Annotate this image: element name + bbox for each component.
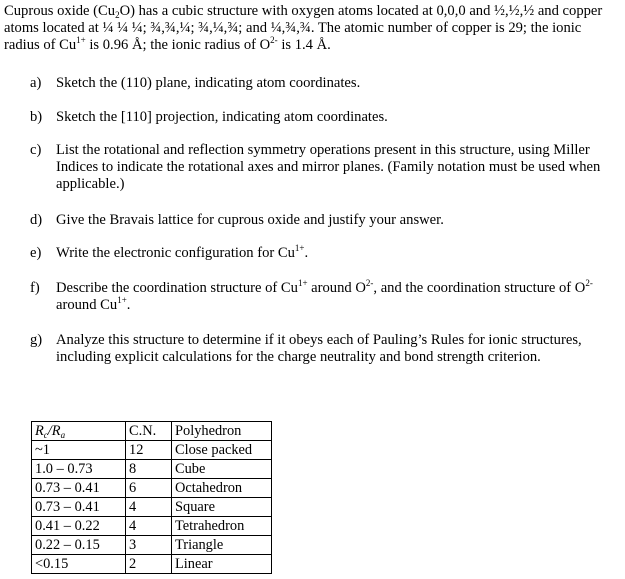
header-r: R bbox=[35, 422, 44, 439]
ratio-cell: 0.73 – 0.41 bbox=[32, 479, 126, 498]
question-f-superscript-2: 2- bbox=[365, 278, 374, 288]
header-a-subscript: a bbox=[60, 429, 66, 440]
ratio-cell: 0.41 – 0.22 bbox=[32, 517, 126, 536]
table-row bbox=[32, 479, 272, 498]
intro-text-2: O) has a cubic structure with oxygen atoms located at 0,0,0 and ½,½,½ and copper atoms located at ¼ ¼ ¼; ¾,¾,¼; ¾,¼,¾; and ¼,¾,¾. The atomic number of copper is 29; the ionic radius of Cu bbox=[4, 3, 603, 53]
question-f-text-5: . bbox=[126, 297, 131, 313]
header-slash-r: /R bbox=[47, 422, 61, 439]
header-cn: C.N. bbox=[126, 422, 172, 441]
header-c-subscript: c bbox=[43, 429, 48, 440]
question-e-text-2: . bbox=[304, 245, 309, 261]
intro-text-3: is 0.96 Å; the ionic radius of O bbox=[85, 37, 271, 53]
table-header-row bbox=[32, 422, 272, 441]
intro-superscript-2: 2- bbox=[270, 35, 278, 45]
question-text: Sketch the (110) plane, indicating atom coordinates. bbox=[56, 75, 361, 91]
question-label: c) bbox=[30, 142, 42, 158]
question-f-text-4: around Cu bbox=[56, 297, 118, 313]
table-row bbox=[32, 498, 272, 517]
question-e-superscript: 1+ bbox=[294, 243, 305, 253]
question-e-text-1: Write the electronic configuration for Cu bbox=[56, 245, 295, 261]
question-f-text-3: , and the coordination structure of O bbox=[373, 280, 586, 296]
cn-cell: 4 bbox=[126, 498, 172, 517]
question-text: Analyze this structure to determine if it obeys each of Pauling’s Rules for ionic structures, including explicit calculations for the charge neutrality and bond strength criterion. bbox=[56, 332, 582, 365]
ratio-cell: <0.15 bbox=[32, 555, 126, 574]
ratio-cell: ~1 bbox=[32, 441, 126, 460]
question-label: b) bbox=[30, 109, 43, 125]
question-f-text-2: around O bbox=[307, 280, 366, 296]
question-text: List the rotational and reflection symmetry operations present in this structure, using Miller Indices to indicate the rotational axes and mirror planes. (Family notation must be used when applicable.) bbox=[56, 142, 601, 192]
question-label: g) bbox=[30, 332, 43, 348]
question-label: e) bbox=[30, 245, 42, 261]
cn-cell: 4 bbox=[126, 517, 172, 536]
question-label: d) bbox=[30, 212, 43, 228]
header-polyhedron: Polyhedron bbox=[172, 422, 272, 441]
table-row bbox=[32, 460, 272, 479]
question-text bbox=[56, 245, 624, 262]
intro-subscript: 2 bbox=[115, 10, 120, 20]
question-f-text-1: Describe the coordination structure of Cu bbox=[56, 280, 298, 296]
question-text: Give the Bravais lattice for cuprous oxide and justify your answer. bbox=[56, 212, 444, 228]
question-text: Sketch the [110] projection, indicating atom coordinates. bbox=[56, 109, 388, 125]
ratio-cell: 0.73 – 0.41 bbox=[32, 498, 126, 517]
question-f-superscript-3: 2- bbox=[585, 278, 593, 288]
intro-text-1: Cuprous oxide (Cu bbox=[4, 3, 116, 19]
polyhedron-cell: Octahedron bbox=[172, 479, 272, 498]
question-f-superscript-4: 1+ bbox=[117, 295, 127, 305]
cn-cell: 3 bbox=[126, 536, 172, 555]
cn-cell: 12 bbox=[126, 441, 172, 460]
cn-cell: 6 bbox=[126, 479, 172, 498]
ratio-cell: 1.0 – 0.73 bbox=[32, 460, 126, 479]
header-ratio bbox=[32, 422, 126, 441]
intro-text-4: is 1.4 Å. bbox=[277, 37, 331, 53]
question-label: f) bbox=[30, 280, 40, 296]
table-row bbox=[32, 441, 272, 460]
coordination-table bbox=[31, 421, 272, 574]
table-row bbox=[32, 517, 272, 536]
table-row bbox=[32, 536, 272, 555]
intro-superscript-1: 1+ bbox=[76, 35, 86, 45]
question-f-superscript-1: 1+ bbox=[297, 278, 308, 288]
question-text bbox=[56, 280, 624, 314]
ratio-cell: 0.22 – 0.15 bbox=[32, 536, 126, 555]
problem-statement bbox=[4, 3, 619, 54]
cn-cell: 8 bbox=[126, 460, 172, 479]
cn-cell: 2 bbox=[126, 555, 172, 574]
polyhedron-cell: Triangle bbox=[172, 536, 272, 555]
polyhedron-cell: Cube bbox=[172, 460, 272, 479]
polyhedron-cell: Linear bbox=[172, 555, 272, 574]
polyhedron-cell: Close packed bbox=[172, 441, 272, 460]
polyhedron-cell: Square bbox=[172, 498, 272, 517]
question-label: a) bbox=[30, 75, 42, 91]
polyhedron-cell: Tetrahedron bbox=[172, 517, 272, 536]
table-row bbox=[32, 555, 272, 574]
